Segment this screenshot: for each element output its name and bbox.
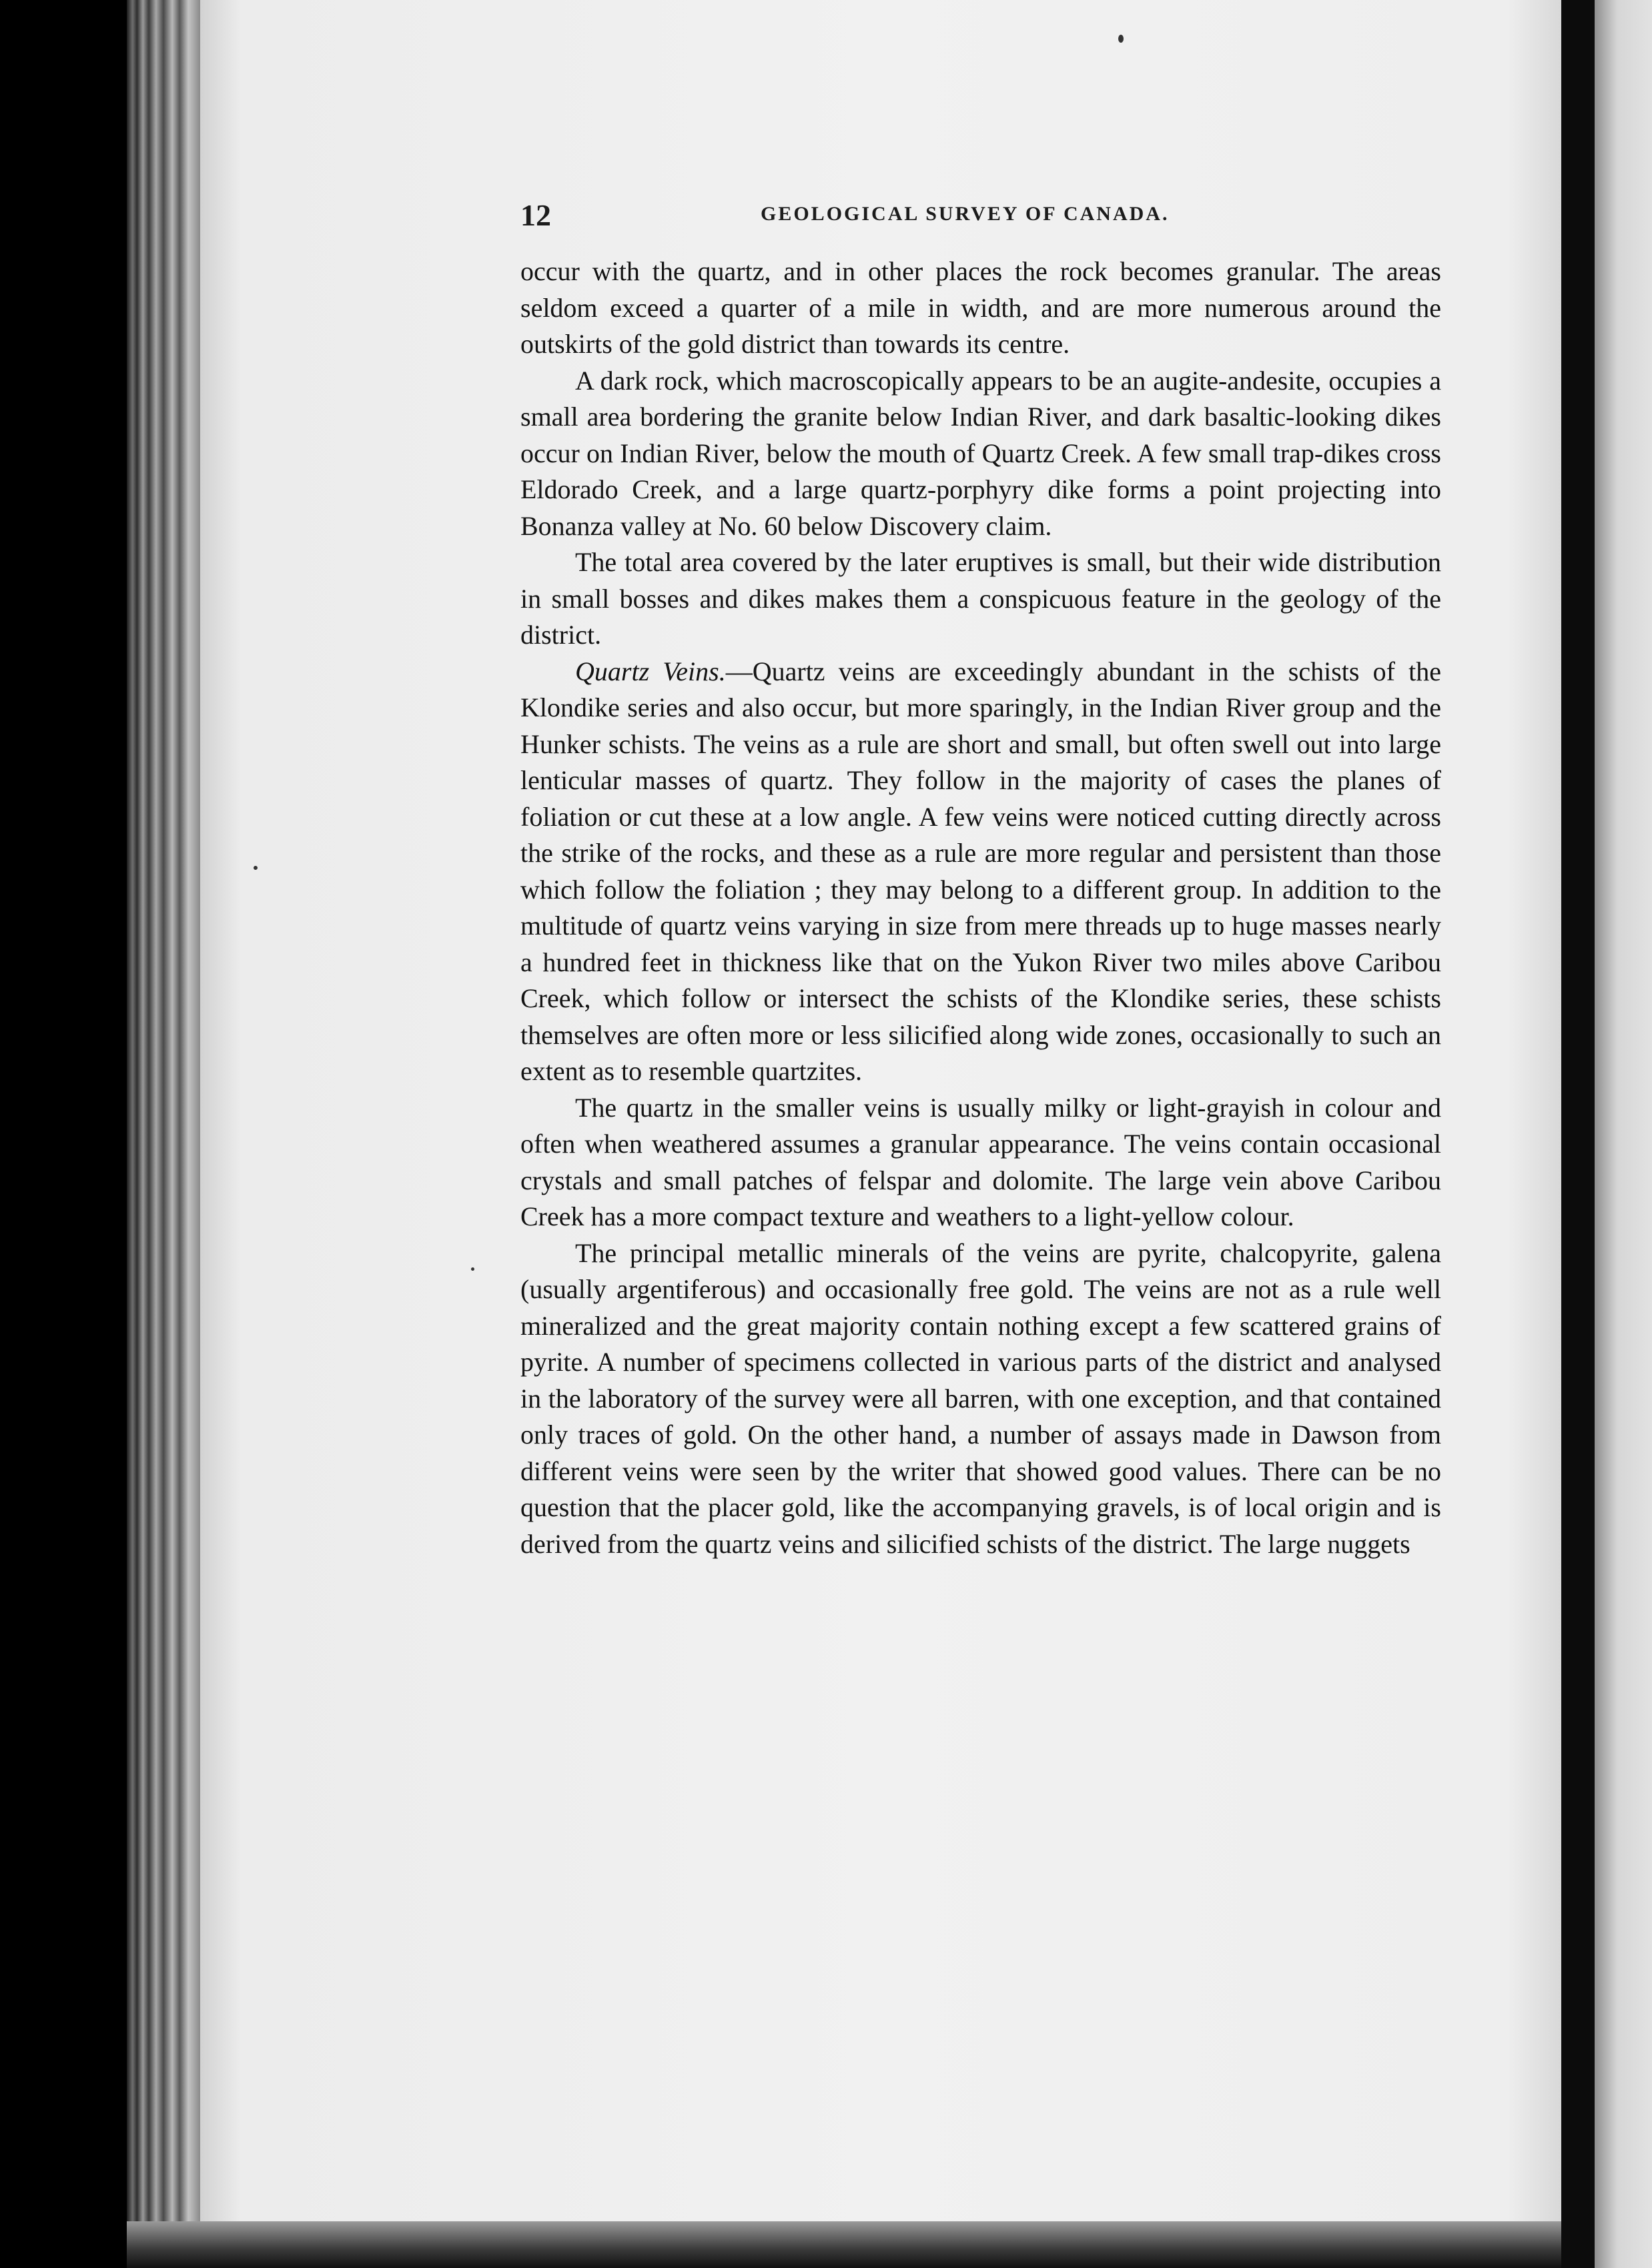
- paragraph: The principal metallic minerals of the veins are pyrite, chalcopyrite, galena (usually argentiferous) and occasionally free gold. The veins are not as a rule well mineralized and the great majority contain nothing except a few scattered grains of pyrite. A number of specimens collected in various parts of the district and analysed in the laboratory of the survey were all barren, with one exception, and that contained only traces of gold. On the other hand, a number of assays made in Dawson from different veins were seen by the writer that showed good values. There can be no question that the placer gold, like the accompanying gravels, is of local origin and is derived from the quartz veins and silicified schists of the district. The large nuggets: [520, 1237, 1441, 1559]
- page-bottom-edge: [127, 2221, 1561, 2268]
- running-head: GEOLOGICAL SURVEY OF CANADA.: [761, 203, 1170, 225]
- paragraph: [520, 654, 1441, 1090]
- paragraph-text: —Quartz veins are exceedingly abundant in the schists of the Klondike series and also occur, but more sparingly, in the Indian River group and the Hunker schists. The veins as a rule are short and small, but often swell out into large lenticular masses of quartz. They follow in the majority of cases the planes of foliation or cut these at a low angle. A few veins were noticed cutting directly across the strike of the rocks, and these as a rule are more regular and persistent than those which follow the foliation ; they may belong to a different group. In addition to the multitude of quartz veins varying in size from mere threads up to huge masses nearly a hundred feet in thickness like that on the Yukon River two miles above Caribou Creek, which follow or intersect the schists of the Klondike series, these schists themselves are often more or less silicified along wide zones, occasionally to such an extent as to resemble quartzites.: [520, 656, 1441, 1086]
- ink-speck: [254, 866, 258, 870]
- paragraph: The total area covered by the later eruptives is small, but their wide distribution in small bosses and dikes makes them a conspicuous feature in the geology of the district.: [520, 547, 1441, 650]
- body-text: [520, 253, 1441, 1562]
- adjacent-page-edge: [1595, 0, 1652, 2268]
- page-number: 12: [520, 198, 551, 232]
- paragraph: The quartz in the smaller veins is usually milky or light-grayish in colour and often when weathered assumes a granular appearance. The veins contain occasional crystals and small patches of felspar and dolomite. The large vein above Caribou Creek has a more compact texture and weathers to a light-yellow colour.: [520, 1092, 1441, 1231]
- ink-speck: [1118, 35, 1124, 43]
- section-heading: Quartz Veins.: [575, 656, 726, 686]
- book-binding-edge: [127, 0, 200, 2268]
- page-gutter-shadow: [1561, 0, 1595, 2268]
- ink-speck: [471, 1267, 474, 1271]
- paragraph: occur with the quartz, and in other places the rock becomes granular. The areas seldom exceed a quarter of a mile in width, and are more numerous around the outskirts of the gold district than towards its centre.: [520, 256, 1441, 359]
- paragraph: A dark rock, which macroscopically appears to be an augite-andesite, occupies a small area bordering the granite below Indian River, and dark basaltic-looking dikes occur on Indian River, below the mouth of Quartz Creek. A few small trap-dikes cross Eldorado Creek, and a large quartz-porphyry dike forms a point projecting into Bonanza valley at No. 60 below Discovery claim.: [520, 365, 1441, 541]
- page-header: [520, 197, 1441, 237]
